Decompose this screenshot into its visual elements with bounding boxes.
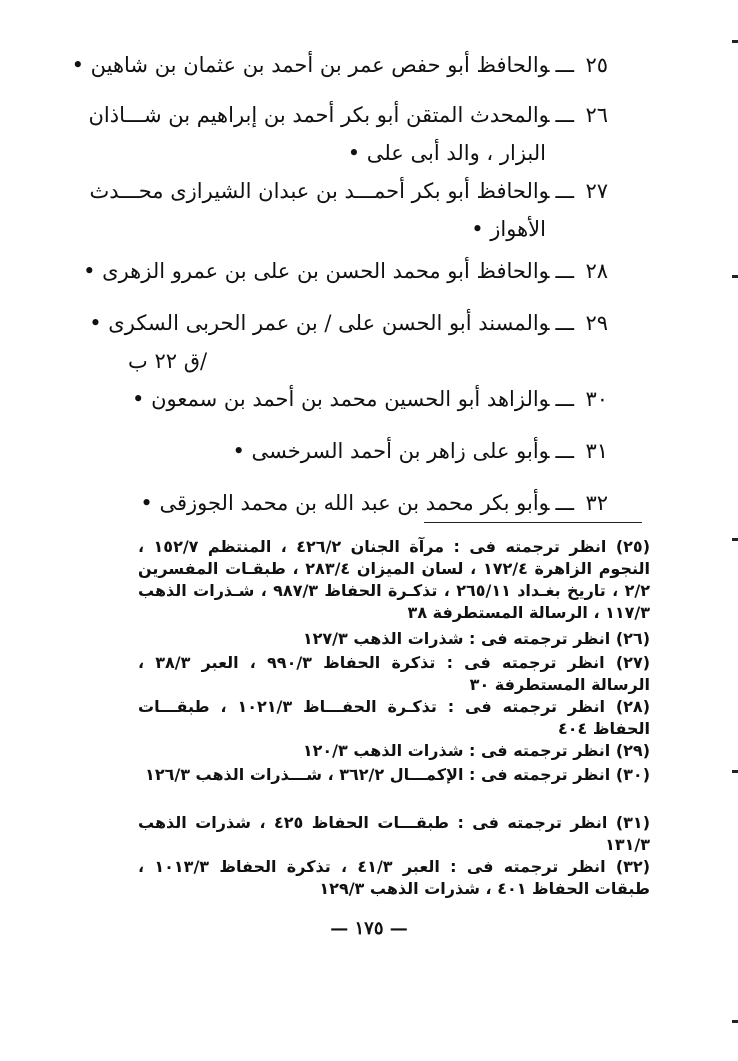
entry-text: والحافظ أبو حفص عمر بن أحمد بن عثمان بن شاهين • <box>71 53 550 77</box>
entry-26: ٢٦ـــوالمحدث المتقن أبو بكر أحمد بن إبراهيم بن شـــاذان البزار ، والد أبى على • <box>128 96 608 172</box>
footnote-27: (٢٧) انظر ترجمته فى : تذكرة الحفاظ ٩٩٠/٣ ، العبر ٣٨/٣ ، الرسالة المستطرفة ٣٠ <box>138 653 651 694</box>
scan-edge-mark <box>732 538 738 541</box>
footnote-29: (٢٩) انظر ترجمته فى : شذرات الذهب ١٢٠/٣ <box>302 741 650 760</box>
entry-number: ٣٢ <box>585 491 608 515</box>
entry-number: ٣٠ <box>585 387 608 411</box>
entry-continuation: الأهواز • <box>471 217 546 241</box>
entry-text: والزاهد أبو الحسين محمد بن أحمد بن سمعون • <box>132 387 550 411</box>
footnote-divider <box>424 522 642 523</box>
entry-text: والمحدث المتقن أبو بكر أحمد بن إبراهيم بن شـــاذان <box>88 103 550 127</box>
entry-29: ٢٩ـــوالمسند أبو الحسن على / بن عمر الحربى السكرى • /ق ٢٢ ب <box>128 304 608 380</box>
entry-text: وأبو بكر محمد بن عبد الله بن محمد الجوزقى • <box>140 491 550 515</box>
entry-text: والحافظ أبو محمد الحسن بن على بن عمرو الزهرى • <box>83 259 550 283</box>
entry-number: ٢٨ <box>585 259 608 283</box>
entry-text: وأبو على زاهر بن أحمد السرخسى • <box>232 439 550 463</box>
scan-edge-mark <box>732 1020 738 1023</box>
entry-28: ٢٨ـــوالحافظ أبو محمد الحسن بن على بن عمرو الزهرى • <box>128 252 608 290</box>
footnote-30: (٣٠) انظر ترجمته فى : الإكمـــال ٣٦٢/٢ ، شـــذرات الذهب ١٢٦/٣ <box>145 765 650 784</box>
footnote-25: (٢٥) انظر ترجمته فى : مرآة الجنان ٤٢٦/٢ ، المنتظم ١٥٢/٧ ، النجوم الزاهرة ١٧٢/٤ ، لسان الميزان ٢٨٣/٤ ، طبقـات المفسرين ٢/٢ ، تاريخ بغـداد ٢٦٥/١١ ، تذكـرة الحفاظ ٩٨٧/٣ ، شـذرات الذهب ١١٧/٣ ، الرسالة المستطرفة ٣٨ <box>138 537 651 622</box>
scan-edge-mark <box>732 40 738 43</box>
footnote-31: (٣١) انظر ترجمته فى : طبقـــات الحفاظ ٤٢٥ ، شذرات الذهب ١٣١/٣ <box>138 813 650 854</box>
entry-number: ٣١ <box>585 439 608 463</box>
scan-edge-mark <box>732 770 738 773</box>
page-number: — ١٧٥ — <box>330 918 408 939</box>
manuscript-folio-marker: /ق ٢٢ ب <box>128 349 208 373</box>
footnote-32: (٣٢) انظر ترجمته فى : العبر ٤١/٣ ، تذكرة الحفاظ ١٠١٣/٣ ، طبقات الحفاظ ٤٠١ ، شذرات الذهب ١٢٩/٣ <box>138 857 650 898</box>
entry-number: ٢٩ <box>585 311 608 335</box>
entry-text: والحافظ أبو بكر أحمـــد بن عبدان الشيرازى محـــدث <box>89 179 550 203</box>
entry-number: ٢٧ <box>585 179 608 203</box>
entry-text: والمسند أبو الحسن على / بن عمر الحربى السكرى • <box>89 311 550 335</box>
entry-number: ٢٦ <box>585 103 608 127</box>
scan-edge-mark <box>732 275 738 278</box>
entry-32: ٣٢ـــوأبو بكر محمد بن عبد الله بن محمد الجوزقى • <box>128 484 608 522</box>
footnote-26: (٢٦) انظر ترجمته فى : شذرات الذهب ١٢٧/٣ <box>302 629 650 648</box>
footnote-28: (٢٨) انظر ترجمته فى : تذكـرة الحفـــاظ ١٠٢١/٣ ، طبقـــات الحفاظ ٤٠٤ <box>138 697 650 738</box>
entry-27: ٢٧ـــوالحافظ أبو بكر أحمـــد بن عبدان الشيرازى محـــدث الأهواز • <box>128 172 608 248</box>
entry-30: ٣٠ـــوالزاهد أبو الحسين محمد بن أحمد بن سمعون • <box>128 380 608 418</box>
entry-number: ٢٥ <box>585 53 608 77</box>
entry-continuation: البزار ، والد أبى على • <box>347 141 546 165</box>
entry-31: ٣١ـــوأبو على زاهر بن أحمد السرخسى • <box>128 432 608 470</box>
entry-25: ٢٥ـــوالحافظ أبو حفص عمر بن أحمد بن عثمان بن شاهين • <box>128 46 608 84</box>
